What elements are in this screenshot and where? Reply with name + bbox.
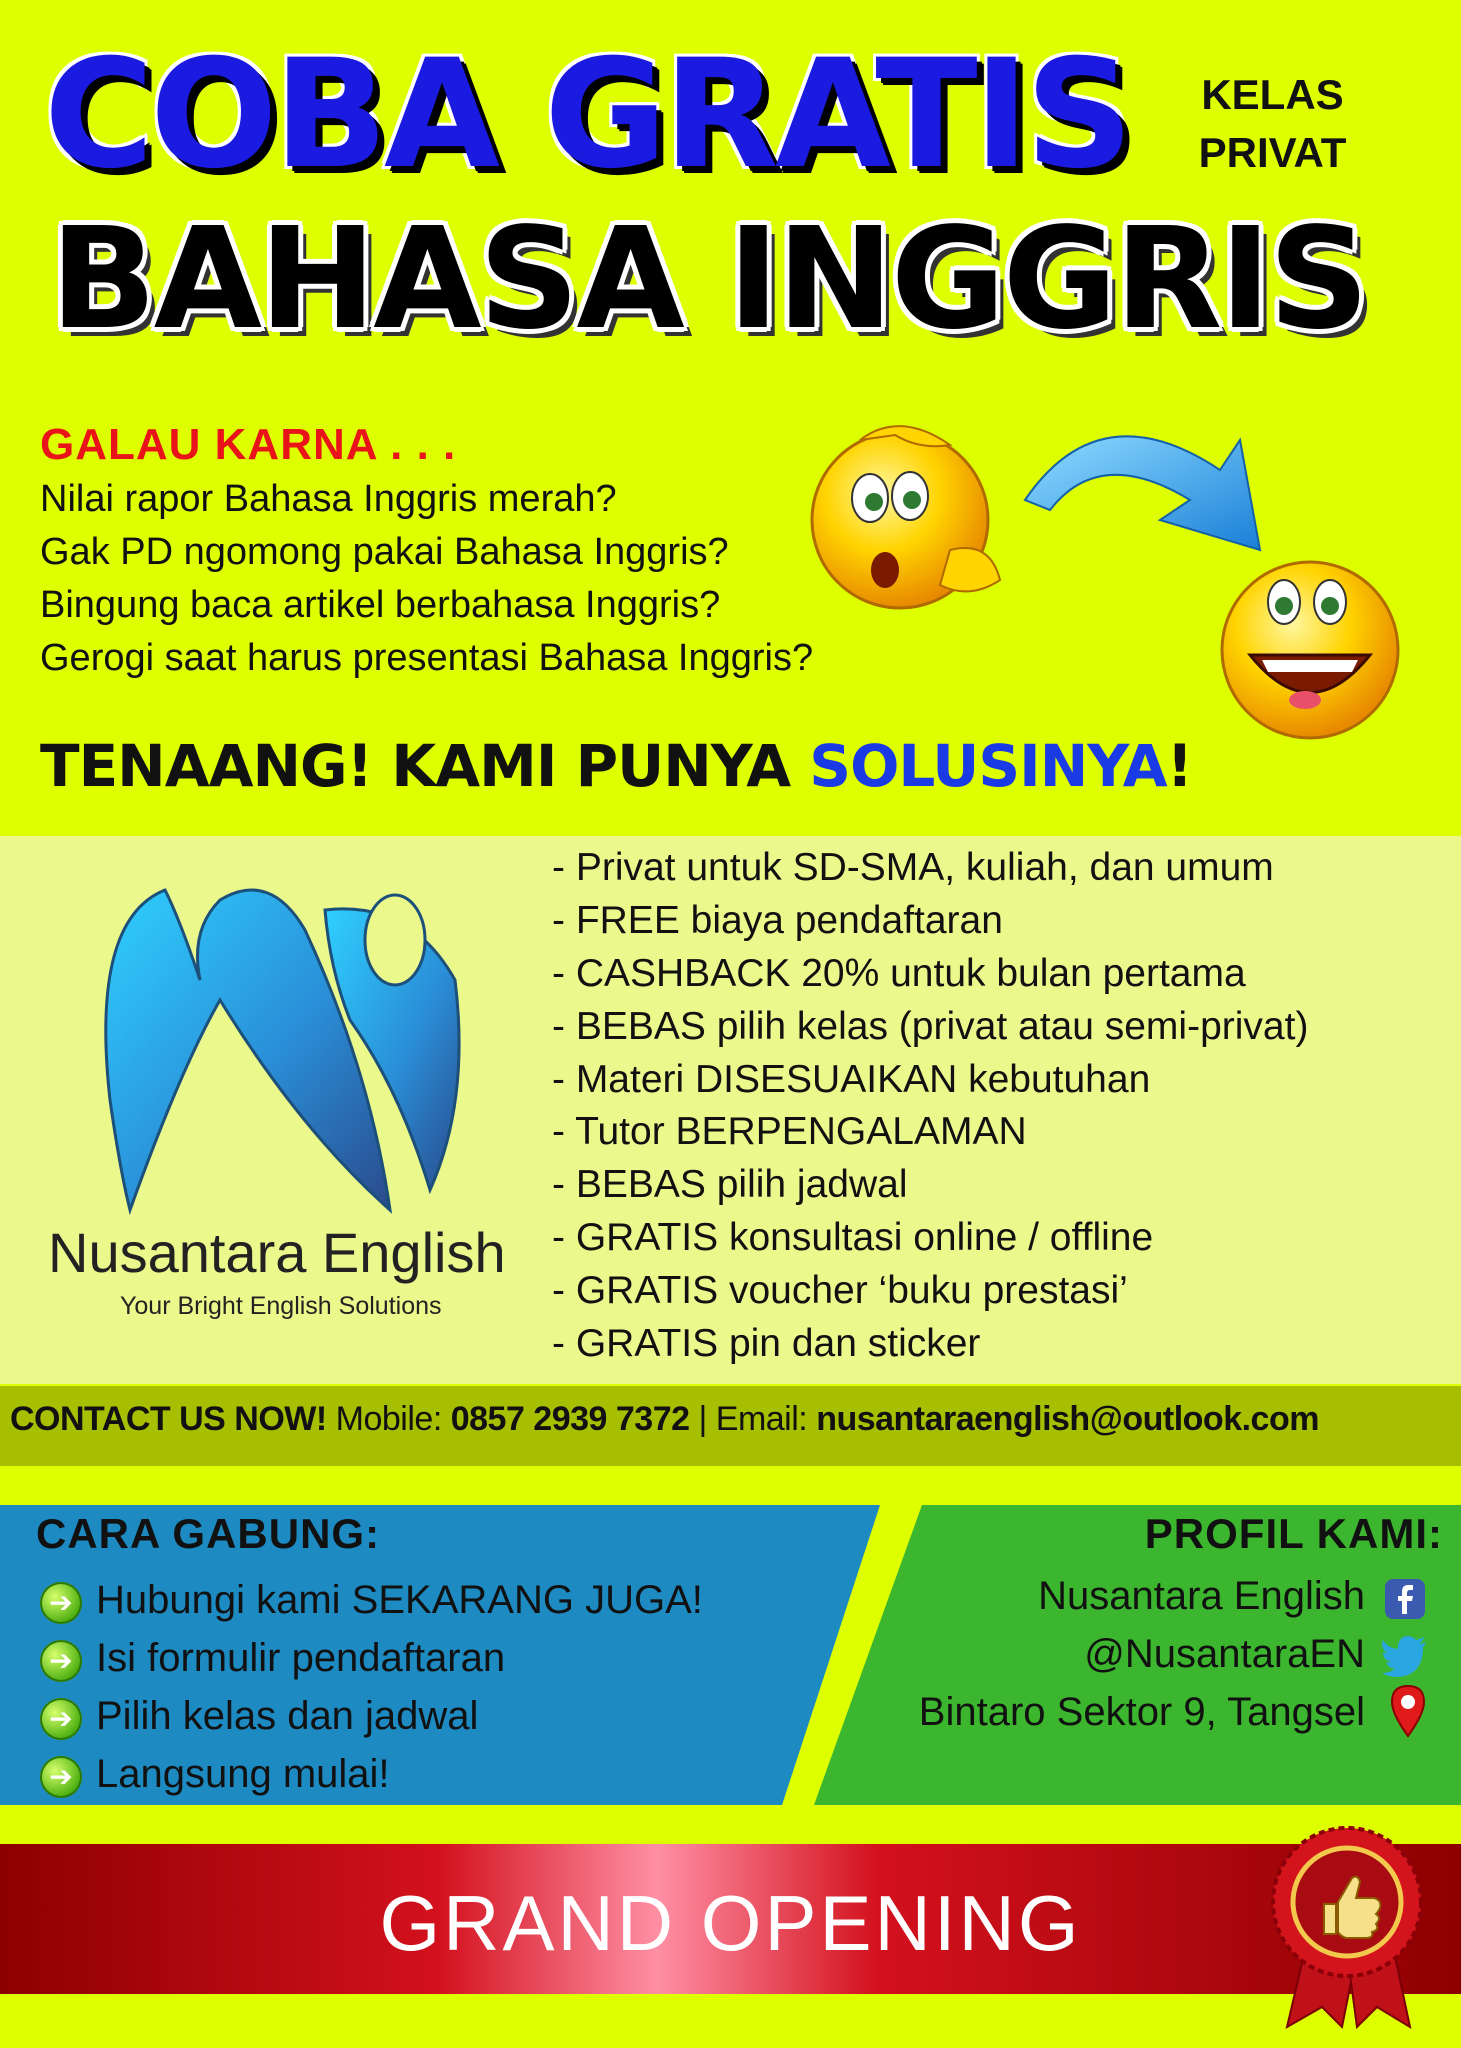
arrow-bullet-icon: ➔ <box>40 1756 82 1798</box>
problem-item: Gak PD ngomong pakai Bahasa Inggris? <box>40 531 729 573</box>
twitter-icon[interactable] <box>1380 1632 1430 1678</box>
confused-emoji-icon <box>812 426 1000 608</box>
arrow-bullet-icon: ➔ <box>40 1640 82 1682</box>
profile-location: Bintaro Sektor 9, Tangsel <box>918 1690 1365 1734</box>
benefit-item: - Tutor BERPENGALAMAN <box>552 1110 1027 1153</box>
email-label: Email: <box>715 1400 817 1438</box>
benefit-item: - BEBAS pilih kelas (privat atau semi-privat) <box>552 1005 1309 1048</box>
problem-item: Gerogi saat harus presentasi Bahasa Inggris? <box>40 637 814 679</box>
solution-highlight: SOLUSINYA <box>809 732 1167 800</box>
benefit-item: - GRATIS pin dan sticker <box>552 1322 981 1365</box>
benefit-item: - Privat untuk SD-SMA, kuliah, dan umum <box>552 846 1274 889</box>
emoji-illustration <box>800 410 1440 750</box>
problem-item: Bingung baca artikel berbahasa Inggris? <box>40 584 721 626</box>
thumbs-up-ribbon-icon <box>1262 1822 1432 2032</box>
join-step: Pilih kelas dan jadwal <box>96 1694 479 1738</box>
badge-line-1: KELAS <box>1201 71 1344 118</box>
profile-twitter[interactable]: @NusantaraEN <box>1084 1632 1365 1676</box>
curved-arrow-icon <box>1025 436 1260 550</box>
problem-item: Nilai rapor Bahasa Inggris merah? <box>40 478 617 520</box>
solution-headline <box>40 732 1192 800</box>
benefit-item: - CASHBACK 20% untuk bulan pertama <box>552 952 1246 995</box>
grand-opening-text: GRAND OPENING <box>379 1879 1082 1967</box>
join-step: Hubungi kami SEKARANG JUGA! <box>96 1578 703 1622</box>
contact-cta: CONTACT US NOW! <box>10 1400 327 1438</box>
solution-suffix: ! <box>1166 732 1193 800</box>
benefit-item: - BEBAS pilih jadwal <box>552 1163 908 1206</box>
laughing-emoji-icon <box>1222 562 1398 738</box>
benefit-item: - GRATIS voucher ‘buku prestasi’ <box>552 1269 1128 1312</box>
headline-coba-gratis: COBA GRATIS <box>44 28 1130 202</box>
map-pin-icon <box>1390 1684 1426 1738</box>
benefit-item: - Materi DISESUAIKAN kebutuhan <box>552 1058 1151 1101</box>
profile-title: PROFIL KAMI: <box>1144 1510 1443 1557</box>
arrow-bullet-icon: ➔ <box>40 1582 82 1624</box>
mobile-number[interactable]: 0857 2939 7372 <box>450 1400 690 1438</box>
profile-facebook[interactable]: Nusantara English <box>1038 1574 1365 1618</box>
join-step: Langsung mulai! <box>96 1752 390 1796</box>
headline-bahasa-inggris: BAHASA INGGRIS <box>50 198 1367 361</box>
join-title: CARA GABUNG: <box>36 1510 381 1557</box>
facebook-icon[interactable] <box>1382 1576 1428 1622</box>
kelas-privat-badge <box>1185 66 1360 182</box>
badge-line-2: PRIVAT <box>1198 129 1347 176</box>
email-address[interactable]: nusantaraenglish@outlook.com <box>816 1400 1319 1438</box>
contact-line <box>10 1400 1319 1439</box>
benefit-item: - GRATIS konsultasi online / offline <box>552 1216 1154 1259</box>
solution-prefix: TENAANG! KAMI PUNYA <box>40 732 810 800</box>
contact-separator: | <box>689 1400 716 1438</box>
benefit-item: - FREE biaya pendaftaran <box>552 899 1003 942</box>
join-step: Isi formulir pendaftaran <box>96 1636 506 1680</box>
n-logo-icon <box>70 870 470 1230</box>
mobile-label: Mobile: <box>326 1400 451 1438</box>
brand-name: Nusantara English <box>48 1221 506 1284</box>
arrow-bullet-icon: ➔ <box>40 1698 82 1740</box>
problems-title: GALAU KARNA . . . <box>40 420 457 469</box>
brand-tagline: Your Bright English Solutions <box>120 1292 442 1320</box>
